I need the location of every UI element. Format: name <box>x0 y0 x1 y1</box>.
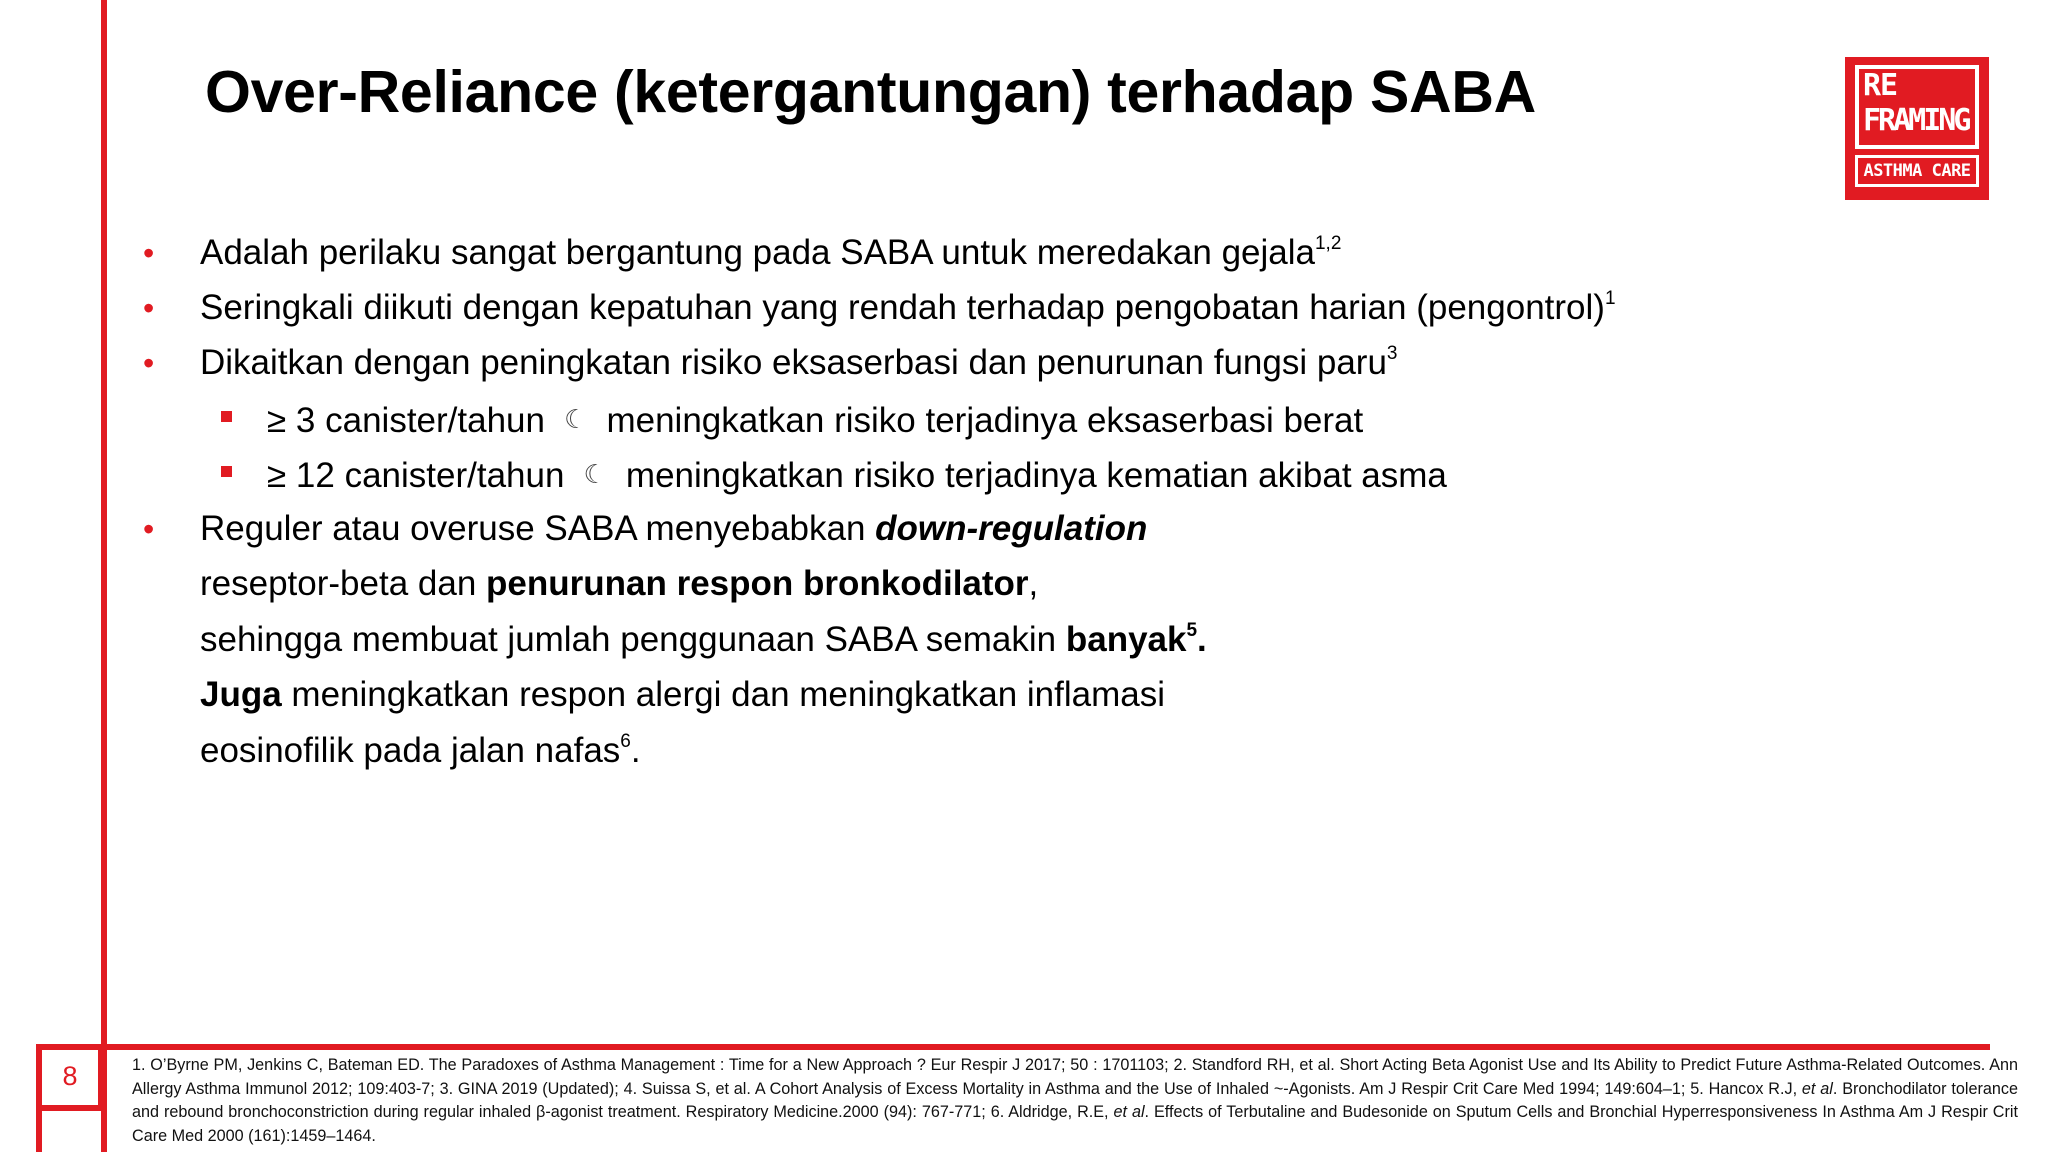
references <box>132 1054 2018 1148</box>
logo-line-2: FRAMING <box>1863 103 1969 138</box>
logo-line-3: ASTHMA CARE <box>1855 155 1979 187</box>
bullet-4-line-1 <box>200 501 1147 557</box>
page-box-tail <box>36 1108 42 1152</box>
bullet-2-text: Seringkali diikuti dengan kepatuhan yang rendah terhadap pengobatan harian (pengontrol) <box>200 288 1605 327</box>
left-red-rule <box>101 0 107 1152</box>
sub-bullet-2-text: meningkatkan risiko terjadinya kematian akibat asma <box>625 456 1447 495</box>
logo-frame <box>1855 65 1979 149</box>
slide-title: Over-Reliance (ketergantungan) terhadap SABA <box>205 59 1536 125</box>
bullet-4-punct: , <box>1028 564 1039 603</box>
bullet-4-text: meningkatkan respon alergi dan meningkatkan inflamasi <box>281 675 1165 714</box>
bullet-4-bold: penurunan respon bronkodilator <box>486 564 1029 603</box>
reframing-asthma-care-logo <box>1845 57 1989 200</box>
bullet-1-text: Adalah perilaku sangat bergantung pada SABA untuk meredakan gejala <box>200 233 1315 272</box>
logo-line-1: RE <box>1863 68 1898 103</box>
reference-text: . Effects of Terbutaline and Budesonide on Sputum Cells and Bronchial Hyperresponsiveness In Asthma Am J Respir Crit Care Med 2000 (161):1459–1464. <box>132 1103 2018 1145</box>
page-number: 8 <box>36 1047 104 1111</box>
bullet-marker: • <box>143 345 155 381</box>
bullet-3 <box>200 335 1398 391</box>
sub-bullet-1-text: meningkatkan risiko terjadinya eksaserbasi berat <box>606 401 1364 440</box>
sub-bullet-2 <box>267 446 1447 504</box>
bullet-4-text: reseptor-beta dan <box>200 564 487 603</box>
bullet-3-ref: 3 <box>1386 343 1398 364</box>
bullet-3-text: Dikaitkan dengan peningkatan risiko eksaserbasi dan penurunan fungsi paru <box>200 343 1387 382</box>
reference-text: . Bronchodilator tolerance and rebound bronchoconstriction during regular inhaled β-agonist treatment. Respiratory Medicine.2000 (94): 767-771; 6. Aldridge, R.E, <box>132 1079 2018 1121</box>
sub-bullet-2-amount: ≥ 12 canister/tahun <box>267 456 565 495</box>
bullet-1-ref: 1,2 <box>1314 233 1342 254</box>
bullet-2 <box>200 280 1616 336</box>
bullet-4-ref: 6 <box>620 731 631 752</box>
bullet-2-ref: 1 <box>1604 288 1616 309</box>
footer-red-rule <box>36 1044 1990 1050</box>
bullet-4-line-4 <box>200 667 1165 723</box>
bullet-4-text: sehingga membuat jumlah penggunaan SABA semakin <box>200 620 1066 659</box>
bullet-4-bold: Juga <box>200 675 282 714</box>
reference-text: 1. O’Byrne PM, Jenkins C, Bateman ED. The Paradoxes of Asthma Management : Time for a New Approach ? Eur Respir J 2017; 50 : 1701103; 2. Standford RH, et al. Short Acting Beta Agonist Use and Its Ability to Predict Future Asthma-Related Outcomes. Ann Allergy Asthma Immunol 2012; 109:403-7; 3. GINA 2019 (Updated); 4. Suissa S, et al. A Cohort Analysis of Excess Mortality in Asthma and the Use of Inhaled ~-Agonists. Am J Respir Crit Care Med 1994; 149:604–1; 5. Hancox R.J, <box>132 1056 2018 1098</box>
arrow-icon: ☾ <box>564 404 588 434</box>
bullet-4-text: Reguler atau overuse SABA menyebabkan <box>200 509 876 548</box>
bullet-4-punct: . <box>1197 620 1207 659</box>
arrow-icon: ☾ <box>583 459 607 489</box>
bullet-4-emphasis: down-regulation <box>875 509 1148 548</box>
bullet-4-line-3 <box>200 612 1207 668</box>
reference-etal: et al <box>1113 1103 1145 1121</box>
sub-bullet-marker <box>221 466 232 477</box>
bullet-4-ref: 5 <box>1186 620 1198 641</box>
sub-bullet-1-amount: ≥ 3 canister/tahun <box>267 401 545 440</box>
bullet-marker: • <box>143 511 155 547</box>
bullet-4-punct: . <box>630 731 641 770</box>
bullet-marker: • <box>143 290 155 326</box>
bullet-4-line-2 <box>200 556 1038 612</box>
bullet-4-text: eosinofilik pada jalan nafas <box>200 731 621 770</box>
bullet-4-bold: banyak <box>1065 620 1187 659</box>
bullet-marker: • <box>143 235 155 271</box>
bullet-4-line-5 <box>200 723 641 779</box>
sub-bullet-marker <box>221 411 232 422</box>
bullet-1 <box>200 225 1341 281</box>
reference-etal: et al <box>1801 1079 1833 1098</box>
sub-bullet-1 <box>267 391 1363 449</box>
